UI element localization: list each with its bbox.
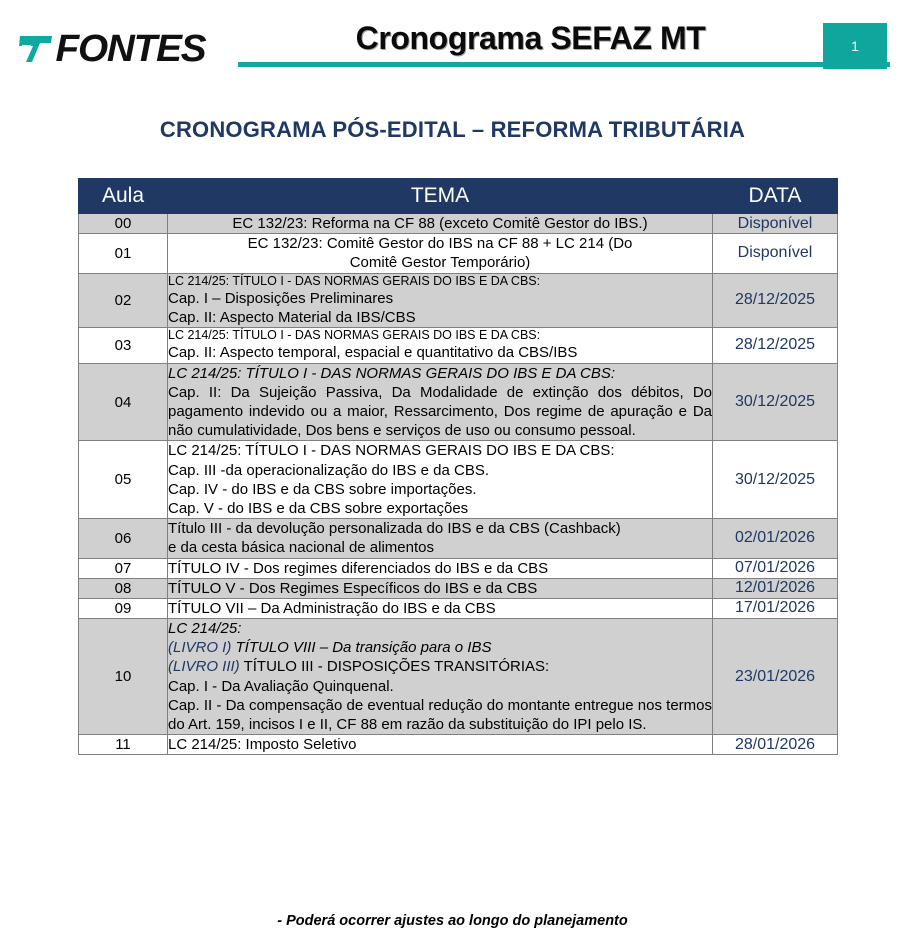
cell-aula: 06 [79, 519, 168, 558]
tema-line: EC 132/23: Reforma na CF 88 (exceto Comitê Gestor do IBS.) [232, 215, 648, 232]
tema-line-prefix: (LIVRO I) [168, 639, 232, 657]
cell-data: Disponível [713, 234, 838, 273]
cell-aula: 08 [79, 578, 168, 598]
tema-line: TÍTULO IV - Dos regimes diferenciados do IBS e da CBS [168, 559, 549, 577]
tema-line [168, 638, 712, 657]
cell-aula: 05 [79, 441, 168, 519]
tema-line: Cap. II: Aspecto temporal, espacial e quantitativo da CBS/IBS [168, 344, 578, 362]
table-row [79, 273, 838, 328]
tema-line: Cap. II - Da compensação de eventual redução do montante entregue nos termos do Art. 159, incisos I e II, CF 88 em razão da substituição do IPI pelo IS. [168, 696, 712, 733]
table-row [79, 441, 838, 519]
tema-line: Cap. IV - do IBS e da CBS sobre importações. [168, 480, 477, 498]
column-header-tema: TEMA [168, 179, 713, 214]
table-row [79, 735, 838, 755]
brand-name: FONTES [55, 28, 206, 70]
tema-line: Comitê Gestor Temporário) [349, 254, 531, 272]
schedule-table [78, 178, 838, 755]
tema-line: LC 214/25: TÍTULO I - DAS NORMAS GERAIS DO IBS E DA CBS: [168, 273, 541, 288]
tema-line: Cap. II: Da Sujeição Passiva, Da Modalidade de extinção dos débitos, Do pagamento indevido ou a maior, Ressarcimento, Dos regime de apuração e Da não cumulatividade, Dos bens e serviços de uso ou consumo pessoal. [168, 383, 712, 440]
cell-data: 30/12/2025 [713, 441, 838, 519]
cell-data: 30/12/2025 [713, 363, 838, 441]
cell-data: Disponível [713, 214, 838, 234]
cell-tema [168, 363, 713, 441]
tema-line-text: TÍTULO VIII – Da transição para o IBS [231, 639, 492, 657]
brand-logo [18, 27, 204, 71]
tema-line: EC 132/23: Comitê Gestor do IBS na CF 88 + LC 214 (Do [247, 235, 633, 253]
table-body [79, 214, 838, 755]
column-header-aula: Aula [79, 179, 168, 214]
cell-tema [168, 578, 713, 598]
cell-tema [168, 441, 713, 519]
cell-tema [168, 558, 713, 578]
tema-line-text: TÍTULO III - DISPOSIÇÕES TRANSITÓRIAS: [239, 658, 550, 676]
tema-line: TÍTULO V - Dos Regimes Específicos do IBS e da CBS [168, 579, 538, 597]
slide-header [0, 0, 905, 90]
tema-line-prefix: (LIVRO III) [168, 658, 240, 676]
table-row [79, 363, 838, 441]
cell-aula: 07 [79, 558, 168, 578]
cell-aula: 00 [79, 214, 168, 234]
table-row [79, 558, 838, 578]
tema-line: LC 214/25: Imposto Seletivo [168, 736, 357, 754]
seven-arrow-icon [18, 32, 56, 66]
cell-aula: 09 [79, 598, 168, 618]
tema-line: Título III - da devolução personalizada do IBS e da CBS (Cashback) [168, 520, 621, 538]
cell-aula: 11 [79, 735, 168, 755]
cell-aula: 03 [79, 328, 168, 363]
cell-tema [168, 273, 713, 328]
cell-tema [168, 519, 713, 558]
column-header-data: DATA [713, 179, 838, 214]
cell-data: 23/01/2026 [713, 619, 838, 735]
cell-aula: 04 [79, 363, 168, 441]
tema-line: LC 214/25: TÍTULO I - DAS NORMAS GERAIS DO IBS E DA CBS: [168, 442, 615, 460]
cell-aula: 10 [79, 619, 168, 735]
table-header-row [79, 179, 838, 214]
tema-line: LC 214/25: TÍTULO I - DAS NORMAS GERAIS DO IBS E DA CBS: [168, 328, 541, 343]
tema-line: LC 214/25: TÍTULO I - DAS NORMAS GERAIS DO IBS E DA CBS: [168, 364, 616, 382]
cell-data: 28/12/2025 [713, 273, 838, 328]
table-row [79, 578, 838, 598]
table-row [79, 619, 838, 735]
cell-data: 17/01/2026 [713, 598, 838, 618]
cell-aula: 01 [79, 234, 168, 273]
tema-line: Cap. II: Aspecto Material da IBS/CBS [168, 309, 416, 326]
table-row [79, 234, 838, 273]
tema-line [168, 657, 712, 676]
cell-tema [168, 328, 713, 363]
section-subtitle: CRONOGRAMA PÓS-EDITAL – REFORMA TRIBUTÁRIA [159, 117, 746, 142]
slide-number-badge: 1 [823, 23, 887, 69]
schedule-table-container [78, 178, 837, 755]
cell-tema [168, 735, 713, 755]
cell-tema [168, 619, 713, 735]
cell-data: 28/01/2026 [713, 735, 838, 755]
tema-line: Cap. III -da operacionalização do IBS e da CBS. [168, 461, 490, 479]
table-row [79, 328, 838, 363]
table-row [79, 519, 838, 558]
cell-aula: 02 [79, 273, 168, 328]
cell-tema [168, 214, 713, 234]
table-row [79, 214, 838, 234]
footnote: - Poderá ocorrer ajustes ao longo do planejamento [277, 913, 628, 929]
page-title: Cronograma SEFAZ MT [355, 20, 706, 56]
tema-line: Cap. I – Disposições Preliminares [168, 289, 394, 307]
tema-line: Cap. I - Da Avaliação Quinquenal. [168, 677, 394, 695]
tema-line: e da cesta básica nacional de alimentos [168, 539, 435, 557]
header-accent-rule [238, 62, 890, 67]
cell-data: 02/01/2026 [713, 519, 838, 558]
cell-data: 12/01/2026 [713, 578, 838, 598]
table-header [79, 179, 838, 214]
table-row [79, 598, 838, 618]
tema-line: TÍTULO VII – Da Administração do IBS e da CBS [168, 599, 496, 617]
tema-line: Cap. V - do IBS e da CBS sobre exportações [168, 499, 469, 517]
cell-tema [168, 598, 713, 618]
cell-data: 28/12/2025 [713, 328, 838, 363]
cell-data: 07/01/2026 [713, 558, 838, 578]
cell-tema [168, 234, 713, 273]
tema-line: LC 214/25: [168, 620, 242, 638]
